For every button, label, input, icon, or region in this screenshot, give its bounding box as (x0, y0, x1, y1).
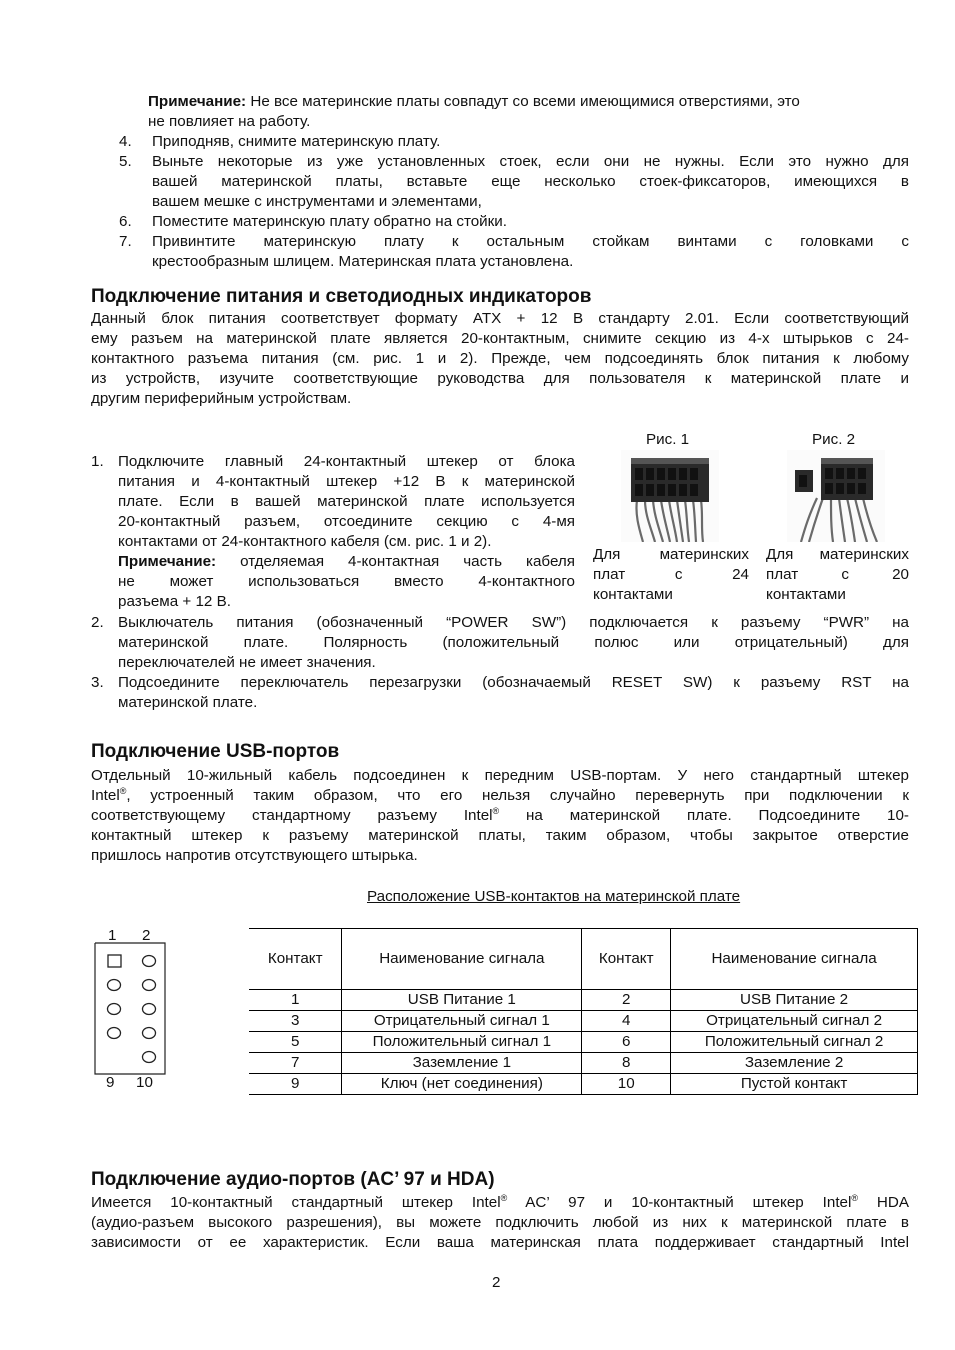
list-item: 4. Приподняв, снимите материнскую плату. (119, 133, 441, 150)
audio-paragraph: Имеется 10-контактный стандартный штекер Intel® AC’ 97 и 10-контактный штекер Intel® HDA (аудио-разъем высокого разрешения), вы можете подключить любой из них к материнской плате в зависимости от ее характеристик. Если ваша материнская плата поддерживает стандартный Intel (91, 1193, 909, 1251)
note-label: Примечание: (148, 93, 247, 110)
list-item: 3. Подсоедините переключатель перезагрузки (обозначаемый RESET SW) к разъему RST на материнской плате. (91, 674, 909, 711)
usb-pin-table (249, 928, 918, 1095)
pin-7 (108, 1028, 121, 1039)
connector-24pin-photo (621, 450, 719, 542)
page-number: 2 (492, 1274, 501, 1291)
pin-8 (143, 1028, 156, 1039)
figure-caption-2: Для материнских плат с 20 контактами (766, 546, 909, 603)
table-row: 7 Заземление 1 8 Заземление 2 (249, 1053, 918, 1074)
list-item: 2. Выключатель питания (обозначенный “POWER SW”) подключается к разъему “PWR” на материнской плате. Полярность (положительный полюс или отрицательный) для переключателей не имеет значения. (91, 614, 909, 671)
power-step-1 (91, 452, 575, 612)
table-row: 9 Ключ (нет соединения) 10 Пустой контакт (249, 1074, 918, 1095)
usb-table-caption: Расположение USB-контактов на материнской плате (367, 888, 741, 905)
table-header-row (249, 929, 918, 990)
note-text-line2: не повлияет на работу. (148, 113, 311, 130)
pin-label: 2 (142, 927, 151, 944)
list-item: 6. Поместите материнскую плату обратно на стойки. (119, 213, 508, 230)
table-row: 1 USB Питание 1 2 USB Питание 2 (249, 990, 918, 1011)
pin-1-square (108, 955, 121, 967)
usb-header-outline (94, 942, 166, 1075)
note-paragraph (148, 92, 908, 112)
usb-paragraph: Отдельный 10-жильный кабель подсоединен к передним USB-портам. У него стандартный штекер Intel®, устроенный таким образом, что его нельзя случайно перевернуть при подключении к соответствующему стандартному разъему Intel® на материнской плате. Подсоедините 10- контактный штекер к разъему материнской платы, таким образом, чтобы закрытое отверстие пришлось напротив отсутствующего штырька. (91, 767, 909, 864)
install-steps (119, 132, 909, 272)
pin-3 (108, 980, 121, 991)
list-item: 5. Выньте некоторые из уже установленных стоек, если они не нужны. Если это нужно для вашей материнской платы, вставьте еще несколько стоек-фиксаторов, имеющихся в вашем мешке с инструментами и элементами, (119, 153, 909, 210)
figure-label-1: Рис. 1 (646, 431, 690, 448)
pin-10 (143, 1052, 156, 1063)
list-item: 1. Подключите главный 24-контактный штекер от блока питания и 4-контактный штекер +12 В к материнской плате. Если в вашей материнской плате используется 20-контактный разъем, отсоедините секцию с 4-мя контактами от 24-контактного кабеля (см. рис. 1 и 2). Примечание: отделяемая 4-контактная часть кабеля не может использоваться вместо 4-контактного разъема + 12 В. (91, 453, 575, 610)
column-header: Наименование сигнала (671, 929, 918, 990)
note-text: Не все материнские платы совпадут со всеми имеющимися отверстиями, это (246, 93, 800, 110)
connector-20pin-photo (787, 450, 885, 542)
section-title-power: Подключение питания и светодиодных индикаторов (91, 286, 592, 307)
list-item: 7. Привинтите материнскую плату к остальным стойкам винтами с головками с крестообразным шлицем. Материнская плата установлена. (119, 233, 909, 270)
pin-label: 10 (136, 1074, 153, 1091)
column-header: Контакт (582, 929, 671, 990)
table-row: 3 Отрицательный сигнал 1 4 Отрицательный сигнал 2 (249, 1011, 918, 1032)
pin-2 (143, 956, 156, 967)
table-row: 5 Положительный сигнал 1 6 Положительный сигнал 2 (249, 1032, 918, 1053)
column-header: Контакт (267, 950, 323, 967)
usb-pin-diagram (94, 924, 166, 1094)
figure-caption-1: Для материнских плат с 24 контактами (593, 546, 749, 603)
section-title-usb: Подключение USB-портов (91, 741, 340, 762)
pin-5 (108, 1004, 121, 1015)
pin-label: 1 (108, 927, 117, 944)
power-steps-2-3 (91, 613, 909, 713)
connector-24pin-image (621, 450, 719, 542)
figure-label-2: Рис. 2 (812, 431, 856, 448)
note-label: Примечание: (118, 553, 217, 570)
pin-6 (143, 1004, 156, 1015)
pin-4 (143, 980, 156, 991)
section-title-audio: Подключение аудио-портов (AC’ 97 и HDA) (91, 1169, 495, 1190)
power-paragraph: Данный блок питания соответствует формату ATX + 12 В стандарту 2.01. Если соответствующий ему разъем на материнской плате является 20-контактным, снимите секцию из 4-х штырьков с 24- контактного разъема питания (см. рис. 1 и 2). Прежде, чем подсоединять блок питания к любому из устройств, изучите соответствующие руководства для пользователя к материнской плате и другим периферийным устройствам. (91, 310, 909, 407)
connector-20pin-image (787, 450, 885, 542)
pin-label: 9 (106, 1074, 115, 1091)
column-header: Наименование сигнала (342, 929, 582, 990)
